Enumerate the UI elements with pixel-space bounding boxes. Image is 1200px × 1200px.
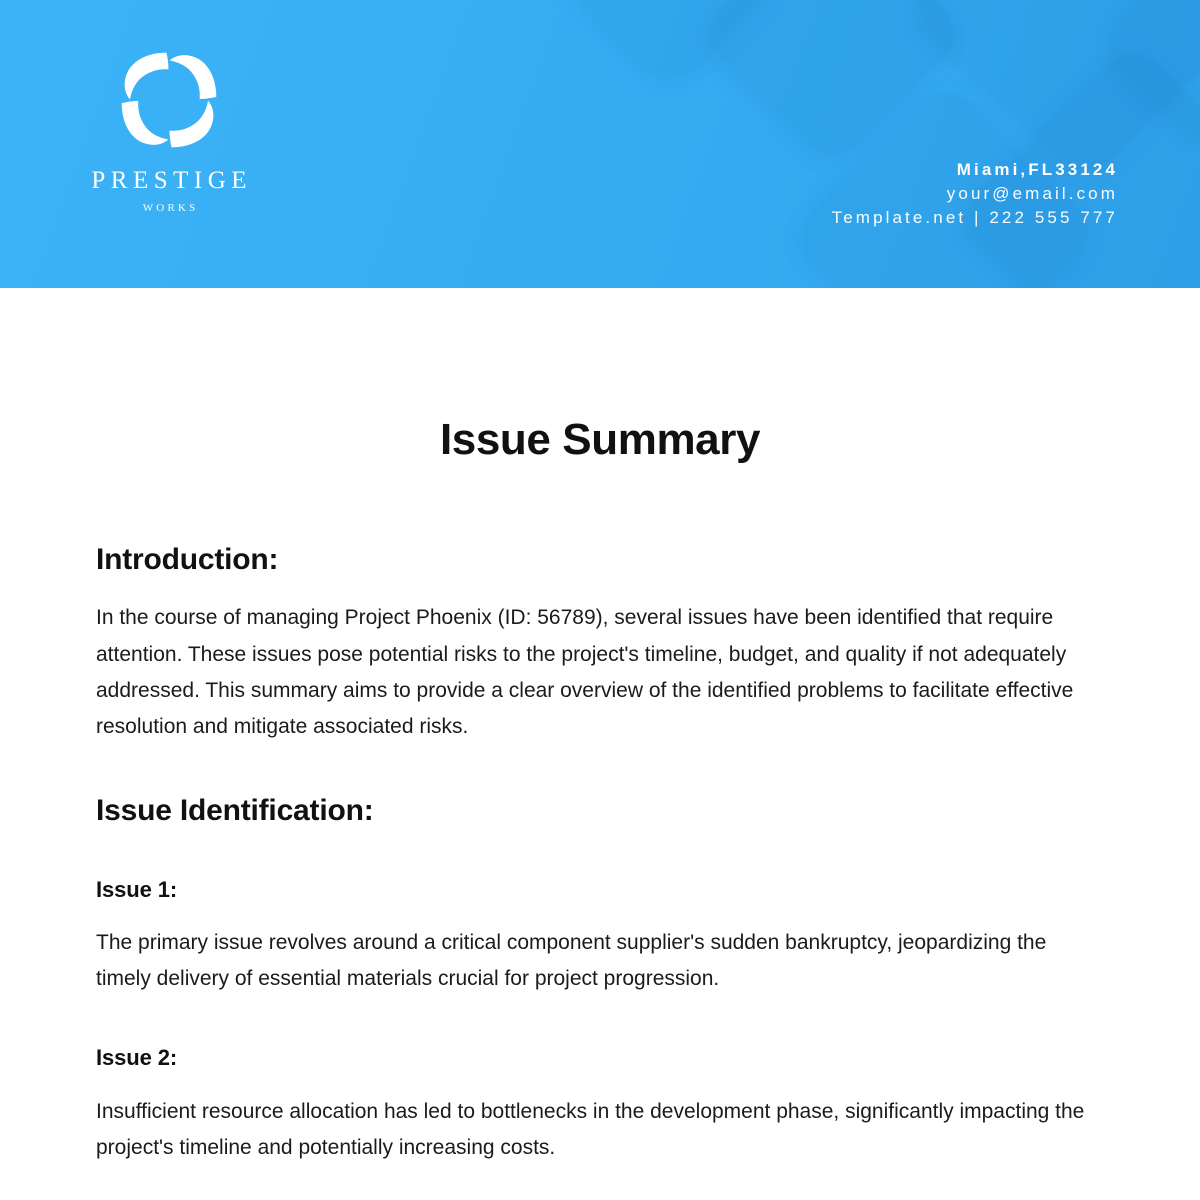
brand-logo-block [64, 48, 274, 214]
page-header-banner [0, 0, 1200, 288]
section-heading-introduction: Introduction: [96, 543, 279, 577]
introduction-paragraph: In the course of managing Project Phoenix (ID: 56789), several issues have been identified that require attention. These issues pose potential risks to the project's timeline, budget, and quality if not adequately addressed. This summary aims to provide a clear overview of the identified problems to facilitate effective resolution and mitigate associated risks. [96, 606, 1074, 738]
decorative-diamond-icon [699, 0, 968, 167]
issue-2-paragraph: Insufficient resource allocation has led to bottlenecks in the development phase, significantly impacting the project's timeline and potentially increasing costs. [96, 1099, 1085, 1159]
section-heading-issue-identification: Issue Identification: [96, 793, 374, 827]
brand-tagline: WORKS [142, 202, 199, 214]
decorative-diamond-icon [1101, 0, 1200, 145]
decorative-diamond-icon [908, 0, 1200, 184]
brand-name: PRESTIGE [91, 167, 253, 194]
header-contact-block [832, 158, 1118, 230]
contact-email[interactable]: your@email.com [946, 184, 1118, 204]
page-title: Issue Summary [439, 415, 761, 464]
contact-website-phone[interactable]: Template.net | 222 555 777 [831, 208, 1118, 228]
contact-address: Miami,FL33124 [956, 160, 1118, 179]
document-content [0, 416, 1200, 1166]
swirl-pinwheel-logo-icon [117, 48, 221, 152]
issue-1-paragraph: The primary issue revolves around a critical component supplier's sudden bankruptcy, jeopardizing the timely delivery of essential materials crucial for project progression. [96, 931, 1047, 991]
decorative-diamond-icon [553, 0, 793, 89]
sub-heading-issue-2: Issue 2: [96, 1045, 178, 1071]
sub-heading-issue-1: Issue 1: [96, 876, 178, 902]
